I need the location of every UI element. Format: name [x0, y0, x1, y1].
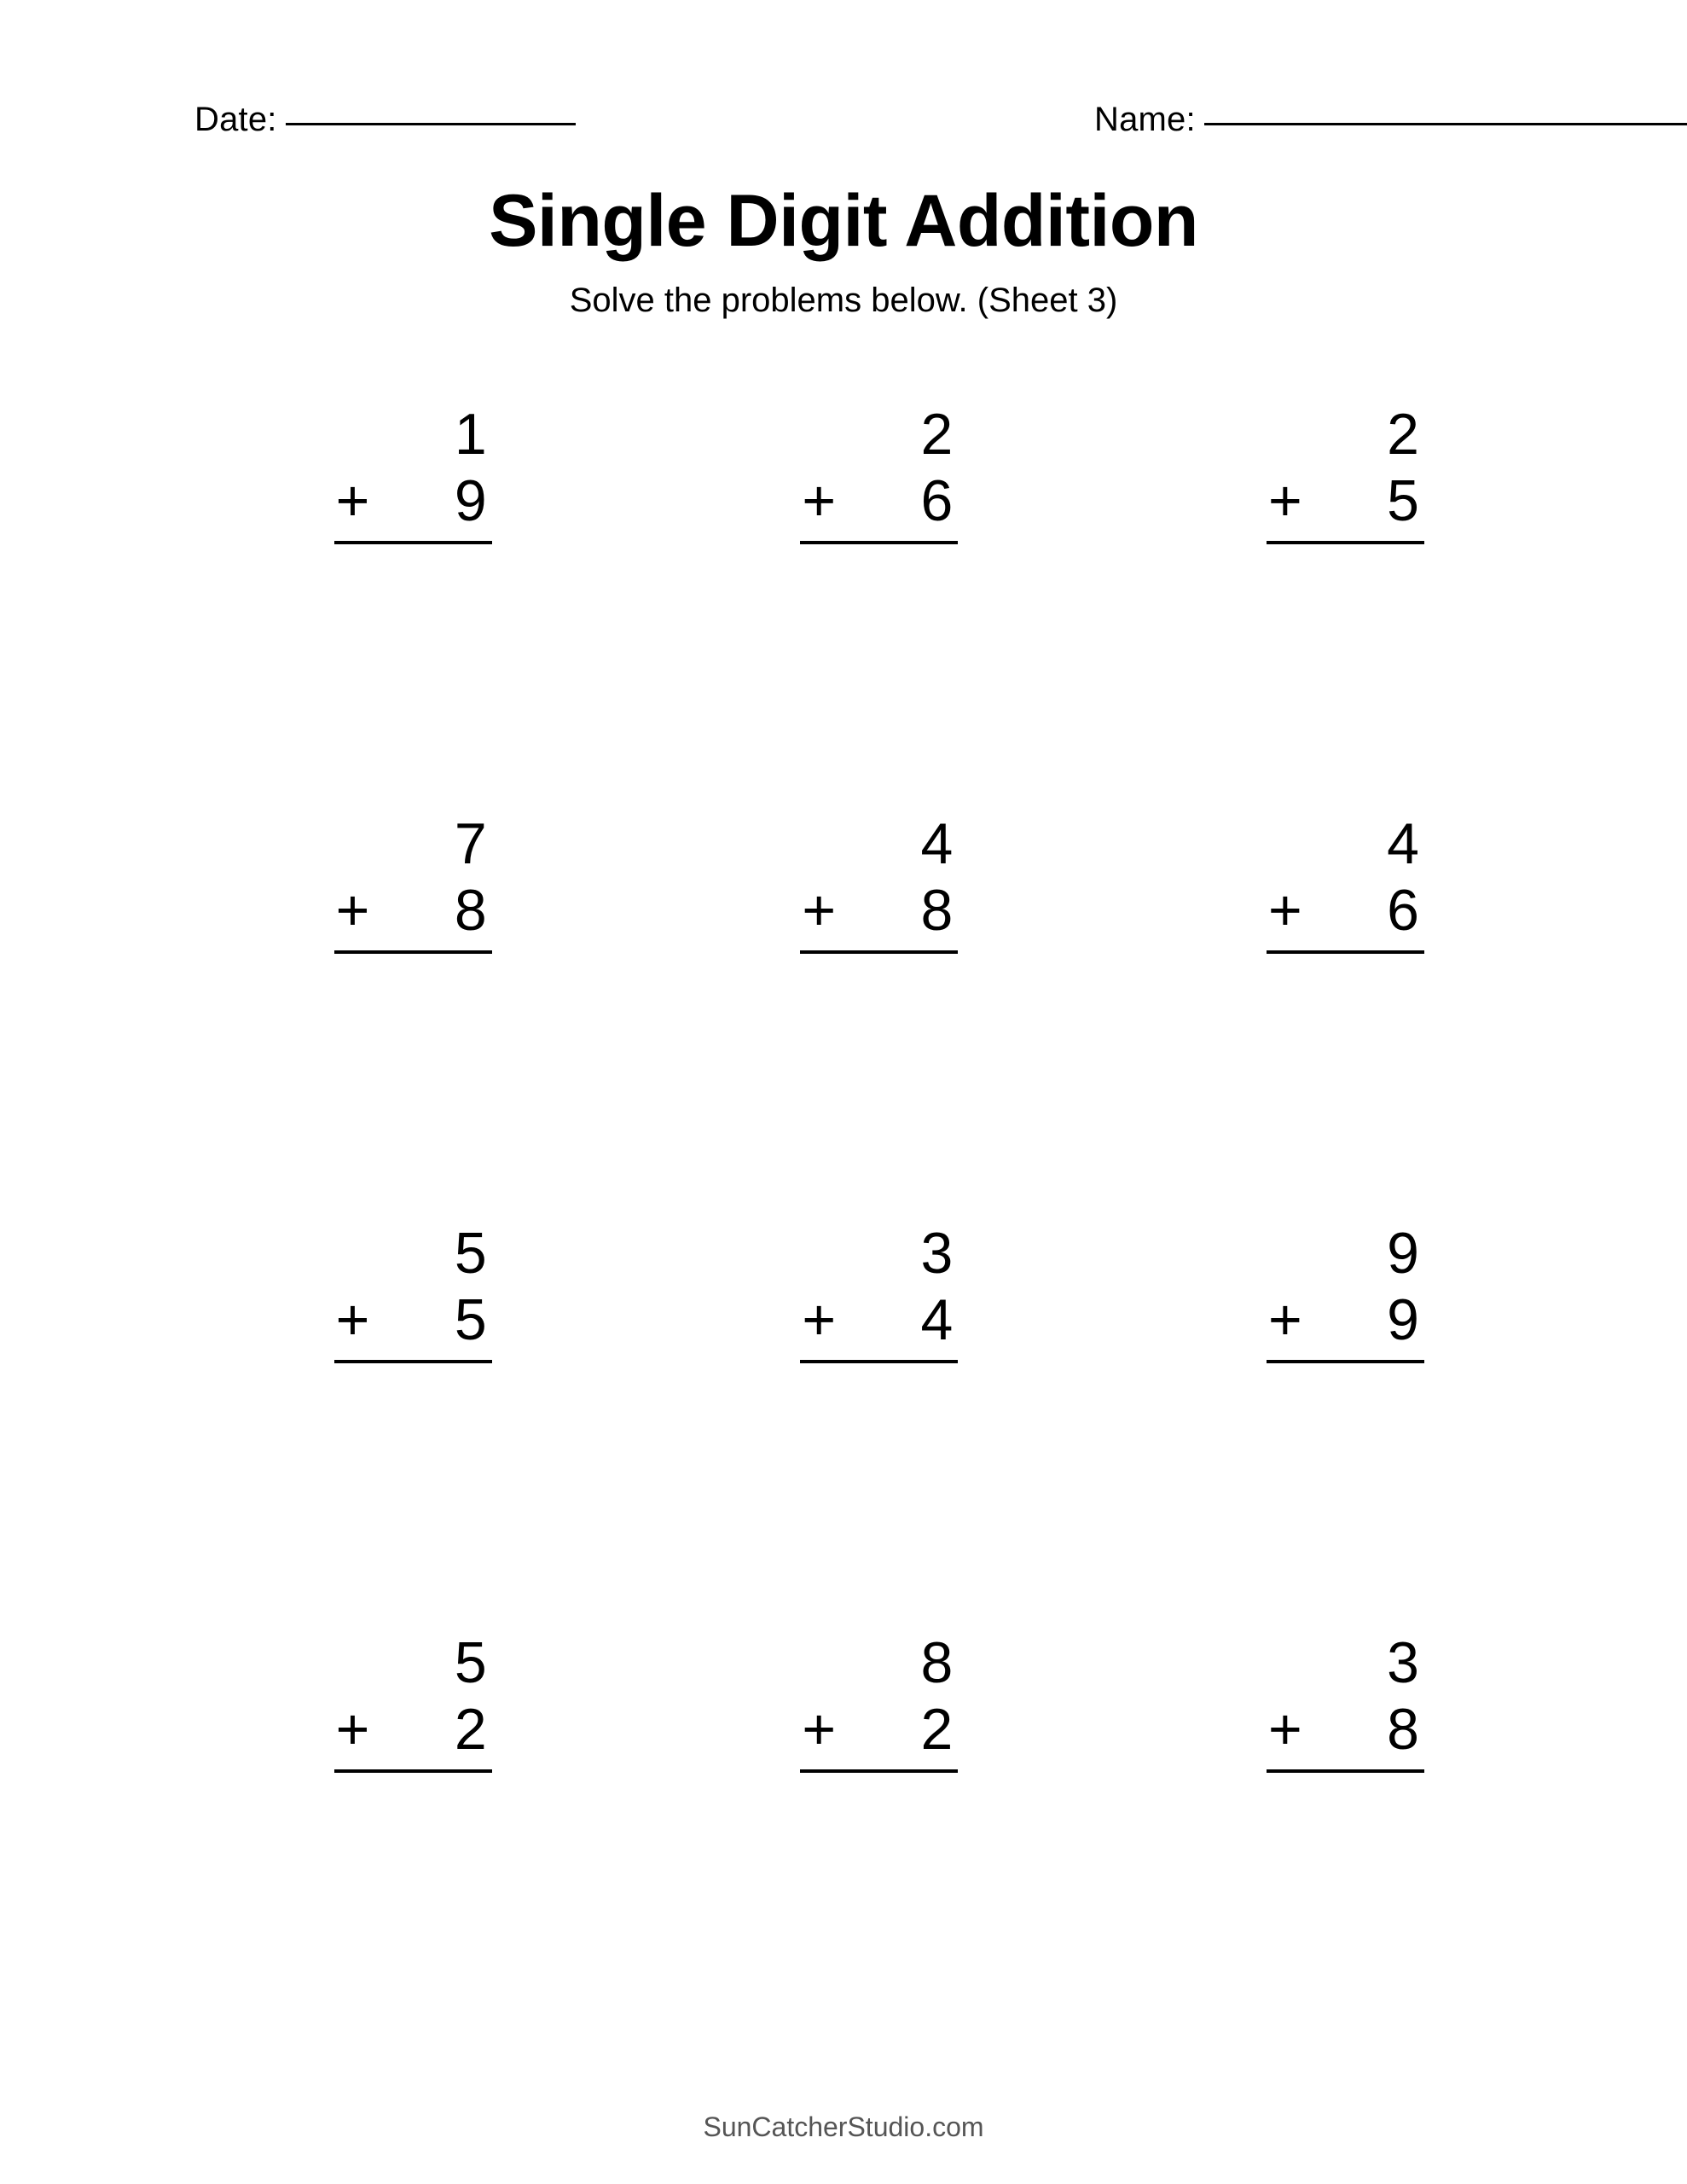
answer-space[interactable]: [1267, 1773, 1424, 1850]
footer-credit: SunCatcherStudio.com: [703, 2111, 984, 2142]
plus-operator: +: [1268, 878, 1302, 943]
addend-bottom: 8: [454, 878, 487, 943]
problem-item: [145, 1220, 612, 1629]
plus-operator: +: [802, 468, 837, 533]
plus-operator: +: [335, 1287, 370, 1352]
addend-top: 1: [454, 402, 487, 467]
problem-item: [612, 1629, 1078, 2039]
answer-space[interactable]: [1267, 954, 1424, 1031]
problem-item: [145, 401, 612, 810]
plus-operator: +: [335, 468, 370, 533]
problem-item: [1077, 401, 1544, 810]
answer-space[interactable]: [1267, 1363, 1424, 1440]
page-subtitle: Solve the problems below. (Sheet 3): [569, 282, 1118, 319]
answer-space[interactable]: [800, 954, 958, 1031]
addend-bottom: 5: [454, 1287, 487, 1352]
addend-bottom: 4: [920, 1287, 954, 1352]
name-label: Name:: [1094, 101, 1196, 138]
addend-bottom: 2: [454, 1697, 487, 1762]
answer-space[interactable]: [334, 1773, 492, 1850]
answer-space[interactable]: [800, 1363, 958, 1440]
problem-item: [1077, 810, 1544, 1220]
plus-operator: +: [1268, 468, 1302, 533]
page-title: Single Digit Addition: [489, 180, 1198, 262]
addend-top: 2: [920, 402, 954, 467]
addend-bottom: 6: [1387, 878, 1419, 943]
answer-space[interactable]: [334, 1363, 492, 1440]
addend-top: 5: [454, 1221, 487, 1286]
addend-top: 4: [920, 811, 954, 876]
date-label: Date:: [194, 101, 277, 138]
problem-item: [612, 401, 1078, 810]
problem-item: [612, 810, 1078, 1220]
addend-bottom: 2: [920, 1697, 954, 1762]
problem-grid: [145, 401, 1544, 2039]
addend-top: 7: [454, 811, 487, 876]
problem-item: [612, 1220, 1078, 1629]
addend-top: 2: [1387, 402, 1419, 467]
name-field[interactable]: [1094, 101, 1687, 139]
addend-bottom: 8: [1387, 1697, 1419, 1762]
problem-item: [1077, 1629, 1544, 2039]
name-write-line[interactable]: [1204, 123, 1687, 125]
addend-top: 4: [1387, 811, 1419, 876]
problem-item: [145, 810, 612, 1220]
answer-space[interactable]: [334, 954, 492, 1031]
addend-bottom: 6: [920, 468, 954, 533]
addend-bottom: 9: [1387, 1287, 1419, 1352]
plus-operator: +: [802, 1287, 837, 1352]
plus-operator: +: [1268, 1697, 1302, 1762]
addend-bottom: 5: [1387, 468, 1419, 533]
date-field[interactable]: [194, 101, 576, 139]
addend-top: 9: [1387, 1221, 1419, 1286]
plus-operator: +: [802, 878, 837, 943]
addend-bottom: 9: [454, 468, 487, 533]
addend-top: 5: [454, 1630, 487, 1695]
plus-operator: +: [335, 1697, 370, 1762]
plus-operator: +: [802, 1697, 837, 1762]
addend-top: 8: [920, 1630, 954, 1695]
date-write-line[interactable]: [286, 123, 576, 125]
addend-top: 3: [920, 1221, 954, 1286]
header-fields: [0, 101, 1687, 152]
addend-top: 3: [1387, 1630, 1419, 1695]
answer-space[interactable]: [1267, 544, 1424, 621]
problem-item: [1077, 1220, 1544, 1629]
addend-bottom: 8: [920, 878, 954, 943]
answer-space[interactable]: [800, 1773, 958, 1850]
answer-space[interactable]: [334, 544, 492, 621]
problem-item: [145, 1629, 612, 2039]
plus-operator: +: [335, 878, 370, 943]
plus-operator: +: [1268, 1287, 1302, 1352]
answer-space[interactable]: [800, 544, 958, 621]
